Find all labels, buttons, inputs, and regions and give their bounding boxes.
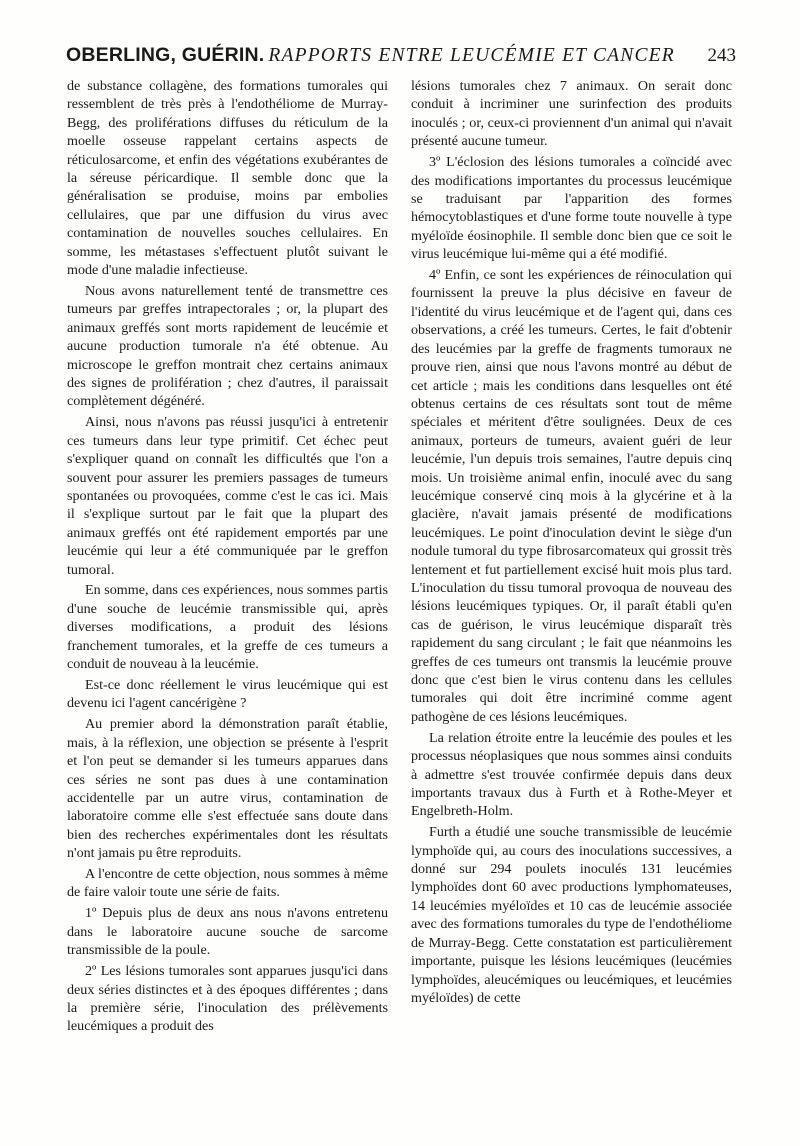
- paragraph: Furth a étudié une souche transmissible de leucémie lymphoïde qui, au cours des inoculations successives, a donné sur 294 poulets inoculés 131 leucémies lymphoïdes dont 60 avec productions lymphomateuses, 14 leucémies myéloïdes et 10 cas de leucémie associée avec des formations tumorales du type de l'endothéliome de Murray-Begg. Cette constatation est particulièrement importante, puisque les lésions leucémiques (leucémies lymphoïdes, aleucémiques ou leucémiques, et leucémies myéloïdes) de cette: [411, 824, 732, 1006]
- paragraph: Au premier abord la démonstration paraît établie, mais, à la réflexion, une objection se présente à l'esprit et l'on peut se demander si les tumeurs apparues dans ces séries ne sont pas dues à une contamination accidentelle par un autre virus, contamination de laboratoire comme elle s'est effectuée sans doute dans bien des recherches expérimentales dont les résultats n'ont jamais pu être reproduits.: [67, 716, 388, 862]
- paragraph: La relation étroite entre la leucémie des poules et les processus néoplasiques que nous sommes ainsi conduits à admettre s'est trouvée confirmée depuis dans deux importants travaux dus à Furth et à Rothe-Meyer et Engelbreth-Holm.: [411, 729, 732, 820]
- paragraph: A l'encontre de cette objection, nous sommes à même de faire valoir toute une série de faits.: [67, 866, 388, 901]
- paragraph: Ainsi, nous n'avons pas réussi jusqu'ici à entretenir ces tumeurs dans leur type primitif. Cet échec peut s'expliquer quand on connaît les difficultés que l'on a souvent pour assurer les premiers passages de tumeurs spontanées ou provoquées, comme c'est le cas ici. Mais il s'explique surtout par le fait que la plupart des animaux greffés ont été rapidement emportés par une leucémie qui leur a été communiquée par le greffon tumoral.: [67, 414, 388, 578]
- right-column: [411, 77, 732, 1010]
- left-column: [67, 77, 388, 1038]
- paragraph: 4º Enfin, ce sont les expériences de réinoculation qui fournissent la preuve la plus décisive en faveur de l'identité du virus leucémique et de l'agent qui, dans ces observations, a créé les tumeurs. Certes, le fait d'obtenir des leucémies par la greffe de fragments tumoraux ne prouve rien, ainsi que nous l'avons montré au début de cet article ; mais les conditions dans lesquelles ont été obtenus certains de ces résultats sont tout de même spéciales et méritent d'être soulignées. Deux de ces animaux, porteurs de tumeurs, avaient guéri de leur leucémie, l'un depuis trois semaines, l'autre depuis cinq mois. Un troisième animal enfin, inoculé avec du sang leucémique conservé cinq mois à la glycérine et à la glacière, n'avait jamais présenté de modifications leucémiques. Le point d'inoculation devint le siège d'un nodule tumoral du type fibrosarcomateux qui grossit très lentement et fut partiellement excisé huit mois plus tard. L'inoculation du tissu tumoral provoqua de nouveau des lésions leucémiques typiques. Or, il paraît établi qu'en cas de guérison, le virus leucémique disparaît très rapidement du sang circulant ; le fait que néanmoins les greffes de ces tumeurs ont transmis la leucémie prouve donc que c'est bien le virus contenu dans les cellules tumorales qui doit être incriminé comme agent pathogène de ces lésions leucémiques.: [411, 267, 732, 725]
- paragraph: de substance collagène, des formations tumorales qui ressemblent de très près à l'endothéliome de Murray-Begg, des proliférations diffuses du réticulum de la moelle osseuse rappelant certains aspects de réticulosarcome, et enfin des végétations exubérantes de la séreuse péricardique. Il semble donc que la généralisation se produise, moins par embolies cellulaires, que par une diffusion du virus avec contamination de nouvelles souches cellulaires. En somme, les métastases s'effectuent plutôt suivant le mode d'une maladie infectieuse.: [67, 78, 388, 279]
- paragraph: En somme, dans ces expériences, nous sommes partis d'une souche de leucémie transmissible qui, après diverses modifications, a produit des lésions franchement tumorales, et la greffe de ces tumeurs a conduit de nouveau à la leucémie.: [67, 582, 388, 673]
- paragraph: 2º Les lésions tumorales sont apparues jusqu'ici dans deux séries distinctes et à des époques différentes ; dans la première série, l'inoculation des prélèvements leucémiques a produit des: [67, 963, 388, 1035]
- paragraph: Nous avons naturellement tenté de transmettre ces tumeurs par greffes intrapectorales ; or, la plupart des animaux greffés sont morts rapidement de leucémie et aucune production tumorale n'a été obtenue. Au microscope le greffon montrait chez certains animaux des signes de prolifération ; chez d'autres, il paraissait complètement dégénéré.: [67, 282, 388, 410]
- paragraph: 1º Depuis plus de deux ans nous n'avons entretenu dans le laboratoire aucune souche de sarcome transmissible de la poule.: [67, 905, 388, 959]
- header-title: RAPPORTS ENTRE LEUCÉMIE ET CANCER: [268, 45, 675, 66]
- running-header: [66, 44, 736, 70]
- paragraph: 3º L'éclosion des lésions tumorales a coïncidé avec des modifications importantes du processus leucémique se traduisant par l'apparition des formes hémocytoblastiques et d'une forme toute nouvelle à type myéloïde éosinophile. Il semble donc bien que ce soit le virus leucémique lui-même qui a été modifié.: [411, 154, 732, 263]
- page-number: 243: [707, 45, 736, 66]
- paragraph: Est-ce donc réellement le virus leucémique qui est devenu ici l'agent cancérigène ?: [67, 677, 388, 712]
- header-authors: OBERLING, GUÉRIN.: [66, 44, 265, 66]
- paragraph: lésions tumorales chez 7 animaux. On serait donc conduit à incriminer une surinfection des produits inoculés ; or, ceux-ci proviennent d'un animal qui n'avait présenté aucune tumeur.: [411, 78, 732, 150]
